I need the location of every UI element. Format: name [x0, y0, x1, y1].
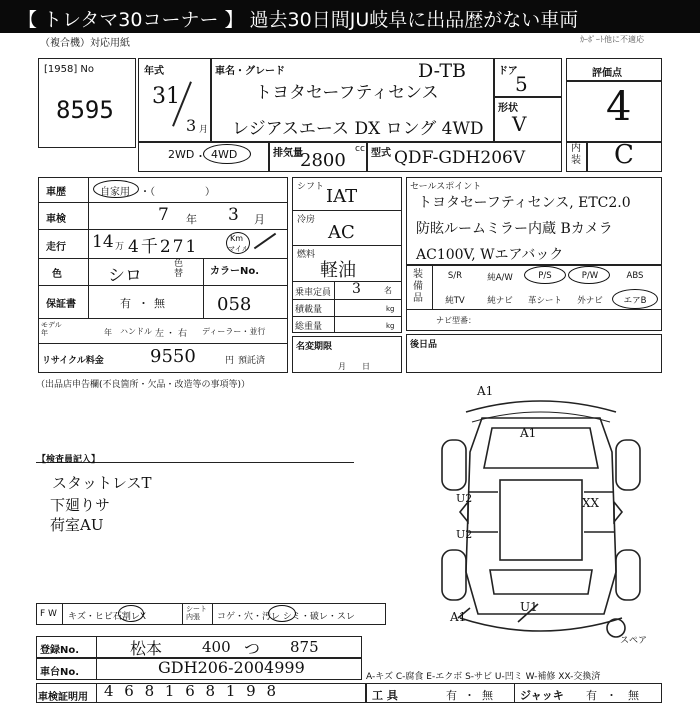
registration-kana: つ	[244, 639, 261, 658]
warranty-no: 無	[154, 297, 165, 310]
spare-label: スペア	[620, 636, 648, 646]
displacement-value: 2800	[300, 150, 346, 171]
fuel-value: 軽油	[320, 260, 356, 281]
cert-label: 車検証明用	[38, 692, 88, 703]
equip-genuine-navi: 純ナビ	[487, 296, 513, 306]
color-code-label: カラーNo.	[210, 266, 260, 277]
tools-label: 工 具	[372, 689, 398, 702]
capacity-label: 乗車定員	[295, 288, 332, 298]
shift-value: IAT	[326, 186, 358, 207]
seller-notes-label: （出品店申告欄(不良箇所・欠品・改造等の事項等)）	[36, 380, 251, 390]
warranty-label: 保証書	[46, 299, 76, 310]
load-unit: kg	[386, 305, 395, 313]
inspection-label: 車検	[46, 214, 66, 225]
inspector-label: 【検査員記入】	[37, 455, 101, 465]
model-name: レジアスエース DX ロング 4WD	[232, 119, 484, 139]
name-label: 車名・グレード	[215, 66, 285, 77]
history-other: ・（ ）	[140, 187, 215, 198]
equip-sunroof: S/R	[447, 271, 463, 281]
color-change-label: 色替	[174, 259, 184, 279]
fw-stone-circle	[118, 605, 144, 622]
grade-code: D-TB	[418, 60, 466, 82]
jack-yes: 有	[586, 689, 597, 702]
aircon-value: AC	[328, 222, 355, 243]
handle-label: ハンドル	[120, 327, 152, 336]
registration-class: 400	[202, 638, 231, 656]
mileage-man: 14	[92, 232, 114, 252]
dealer-parallel: ディーラー・並行	[202, 327, 266, 336]
model-year-label: モデル年	[41, 321, 62, 337]
fw-label: F W	[40, 609, 57, 619]
carport-note: ｶｰﾎﾟｰﾄ他に不適応	[580, 35, 644, 44]
tools-no: 無	[482, 689, 493, 702]
equip-genuine-tv: 純TV	[445, 296, 465, 306]
history-private: 自家用	[100, 187, 130, 198]
year-value: 31	[152, 84, 180, 109]
fuel-label: 燃料	[297, 250, 316, 260]
recycle-label: リサイクル料金	[42, 356, 104, 366]
back-items-box	[406, 334, 662, 373]
damage-mark-front-bumper: A1	[477, 384, 494, 398]
score-value: 4	[606, 84, 632, 130]
drive-4wd: 4WD	[211, 148, 238, 161]
name-change-unit: 月 日	[338, 362, 370, 371]
warranty-yes: 有	[120, 297, 131, 310]
damage-mark-hood: A1	[520, 426, 537, 440]
equip-power-steering: P/S	[538, 271, 552, 281]
lot-prefix: [1958] No	[44, 64, 95, 75]
color-label: 色	[52, 269, 62, 280]
damage-legend: A-キズ C-腐食 E-エクボ S-サビ U-凹ミ W-補修 XX-交換済	[366, 672, 601, 682]
equip-alloy-wheels: 純A/W	[487, 273, 513, 283]
color-code: 058	[217, 294, 252, 315]
interior-value: C	[614, 140, 634, 170]
jack-no: 無	[628, 689, 639, 702]
model-type-value: QDF-GDH206V	[394, 148, 526, 168]
sales-point-3: AC100V, Wエアバック	[416, 247, 564, 263]
sales-point-2: 防眩ルームミラー内蔵 Bカメラ	[416, 221, 613, 237]
color-value: シロ	[108, 266, 142, 286]
cert-digits: 4 6 8 1 6 8 1 9 8	[104, 682, 280, 700]
registration-label: 登録No.	[40, 645, 80, 656]
equip-abs: ABS	[626, 271, 644, 281]
back-items-label: 後日品	[410, 340, 438, 350]
aircon-label: 冷房	[297, 215, 316, 225]
inspection-month: 3	[228, 205, 239, 225]
interior-label: 内装	[571, 143, 581, 166]
inspector-line-3: 荷室AU	[50, 516, 104, 534]
equip-power-windows: P/W	[581, 271, 599, 281]
inspection-month-unit: 月	[254, 213, 265, 226]
lot-number: 8595	[56, 96, 114, 124]
name-change-label: 名変期限	[296, 342, 333, 352]
mileage-mile: マイル	[228, 245, 249, 253]
jack-label: ジャッキ	[520, 689, 564, 702]
damage-mark-left-front: U2	[456, 492, 473, 505]
score-label: 評価点	[592, 68, 622, 79]
damage-mark-left-rear: U2	[456, 528, 473, 541]
navi-model-label: ナビ型番：	[436, 316, 476, 325]
mileage-km: Km	[230, 234, 244, 243]
chassis-number: GDH206-2004999	[158, 658, 305, 677]
inspection-year: 7	[158, 205, 169, 225]
paper-type-note: （複合機）対応用紙	[40, 38, 130, 49]
damage-mark-rear-left: A1	[450, 610, 467, 624]
model-type-label: 型式	[371, 148, 391, 159]
model-year-unit: 年	[104, 328, 112, 337]
inspector-line-1: スタットレスT	[52, 474, 152, 492]
seat-label: シート内張	[186, 605, 207, 621]
equip-airbag: エアB	[623, 296, 647, 306]
damage-mark-rear: U1	[520, 600, 538, 614]
year-month-unit: 月	[199, 125, 209, 135]
year-month: 3	[186, 116, 197, 135]
weight-unit: kg	[386, 322, 395, 330]
seat-items: コゲ・穴・汚レ シミ・破レ・スレ	[217, 612, 355, 622]
year-label: 年式	[144, 66, 164, 77]
shape-value: V	[512, 112, 527, 136]
tools-yes: 有	[446, 689, 457, 702]
mileage-man-unit: 万	[115, 242, 125, 252]
fw-items: キズ・ヒビ石割レX	[68, 612, 146, 622]
displacement-label: 排気量	[273, 148, 303, 159]
registration-number: 875	[290, 638, 319, 656]
handle-right: 右	[178, 329, 188, 339]
equip-leather-seat: 革シート	[527, 296, 562, 306]
load-label: 積載量	[295, 305, 323, 315]
equipment-label: 装備品	[413, 269, 423, 304]
registration-place: 松本	[130, 639, 163, 658]
recycle-deposit: 預託済	[238, 356, 266, 366]
inspection-year-unit: 年	[186, 213, 197, 226]
doors-label: ドア	[498, 66, 518, 77]
sales-point-1: トヨタセーフティセンス, ETC2.0	[418, 195, 631, 211]
shift-label: シフト	[297, 182, 325, 192]
damage-mark-right-side: XX	[582, 496, 600, 510]
car-name: トヨタセーフティセンス	[255, 83, 439, 103]
doors-value: 5	[515, 72, 528, 96]
capacity-value: 3	[352, 281, 361, 297]
history-label: 車歴	[46, 187, 66, 198]
chassis-label: 車台No.	[40, 667, 80, 678]
recycle-value: 9550	[150, 346, 196, 367]
sales-points-label: セールスポイント	[410, 182, 482, 192]
recycle-unit: 円	[225, 356, 235, 366]
equip-aftermarket-navi: 外ナビ	[577, 296, 603, 306]
seat-stain-circle	[268, 605, 296, 622]
handle-left: 左	[155, 329, 165, 339]
shape-label: 形状	[498, 103, 518, 114]
displacement-unit: cc	[355, 144, 365, 154]
mileage-rest: 4千271	[128, 237, 199, 257]
weight-label: 総重量	[295, 322, 323, 332]
capacity-unit: 名	[384, 286, 392, 295]
inspector-line-2: 下廻りサ	[50, 496, 111, 514]
drive-2wd: 2WD	[168, 148, 195, 161]
mileage-label: 走行	[46, 242, 66, 253]
banner-text: 【 トレタマ30コーナー 】 過去30日間JU岐阜に出品歴がない車両	[18, 9, 579, 31]
car-damage-diagram	[420, 382, 660, 644]
